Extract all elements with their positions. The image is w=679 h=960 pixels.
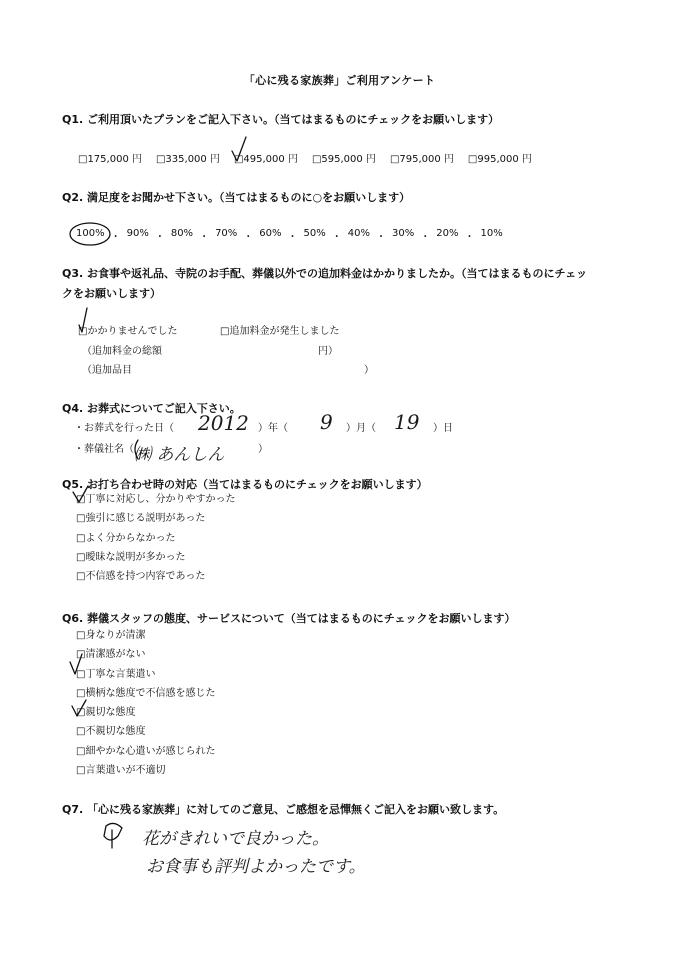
q1-option-335000[interactable]: □335,000 円 xyxy=(155,154,220,165)
q6-question: Q6. 葬儀スタッフの態度、サービスについて（当てはまるものにチェックをお願いします） xyxy=(62,612,516,625)
q5-option-distrust[interactable]: □不信感を持つ内容であった xyxy=(76,571,206,583)
q1-option-495000[interactable]: □495,000 円 xyxy=(233,154,298,165)
q2-option-90[interactable]: 90% xyxy=(126,228,149,239)
q2-option-50[interactable]: 50% xyxy=(303,228,326,239)
q4-year-unit: ）年（ xyxy=(258,423,288,434)
q6-option-arrogant[interactable]: □横柄な態度で不信感を感じた xyxy=(76,687,216,699)
q3-items-label: （追加品目 xyxy=(82,365,132,376)
q2-separator: ・ xyxy=(199,232,210,243)
q6-option-polite-words[interactable]: □丁寧な言葉遣い xyxy=(76,668,156,680)
q3-question-line2: クをお願いします） xyxy=(62,287,161,300)
q2-option-30[interactable]: 30% xyxy=(392,228,415,239)
q6-checkmark-polite-icon xyxy=(70,654,82,674)
q7-scribble-icon xyxy=(104,823,122,848)
q2-option-40[interactable]: 40% xyxy=(347,228,370,239)
q5-question: Q5. お打ち合わせ時の対応（当てはまるものにチェックをお願いします） xyxy=(62,478,428,491)
q4-date-label: ・お葬式を行った日（ xyxy=(74,423,174,434)
q5-option-unclear[interactable]: □よく分からなかった xyxy=(76,532,176,544)
page-title: 「心に残る家族葬」ご利用アンケート xyxy=(243,74,436,87)
q4-day-value[interactable]: 19 xyxy=(394,410,420,434)
q5-option-polite[interactable]: □丁寧に対応し、分かりやすかった xyxy=(76,494,236,505)
q1-question: Q1. ご利用頂いたプランをご記入下さい。（当てはまるものにチェックをお願いします） xyxy=(62,113,500,126)
q1-option-595000[interactable]: □595,000 円 xyxy=(311,154,376,165)
q2-separator: ・ xyxy=(110,232,121,243)
q2-separator: ・ xyxy=(420,232,431,243)
q3-question-line1: Q3. お食事や返礼品、寺院のお手配、葬儀以外での追加料金はかかりましたか。（当てはまるものにチェッ xyxy=(62,267,588,280)
q3-option-additional[interactable]: □追加料金が発生しました xyxy=(220,326,340,337)
q2-separator: ・ xyxy=(464,232,475,243)
q4-question: Q4. お葬式についてご記入下さい。 xyxy=(62,402,241,415)
q6-checkmark-kind-icon xyxy=(72,700,86,716)
q2-circle-mark-icon xyxy=(70,223,110,245)
q2-option-10[interactable]: 10% xyxy=(480,228,503,239)
q6-option-unkind[interactable]: □不親切な態度 xyxy=(76,726,146,738)
q7-question: Q7. 「心に残る家族葬」に対してのご意見、ご感想を忌憚無くご記入をお願い致します。 xyxy=(62,803,505,816)
q4-month-unit: ）月（ xyxy=(346,423,376,434)
q2-separator: ・ xyxy=(154,232,165,243)
q7-answer-line1[interactable]: 花がきれいで良かった。 xyxy=(142,829,329,849)
q4-company-label: ・葬儀社名（ xyxy=(74,444,134,455)
q1-option-175000[interactable]: □175,000 円 xyxy=(78,154,142,165)
q6-option-rude-words[interactable]: □言葉遣いが不適切 xyxy=(76,765,166,777)
q1-checkmark-icon xyxy=(232,137,246,161)
q3-items-close: ） xyxy=(364,365,374,376)
q5-option-vague[interactable]: □曖昧な説明が多かった xyxy=(76,551,186,563)
q4-month-value[interactable]: 9 xyxy=(320,410,333,434)
q6-option-not-clean[interactable]: □清潔感がない xyxy=(76,649,146,661)
q2-question: Q2. 満足度をお聞かせ下さい。（当てはまるものに○をお願いします） xyxy=(62,191,411,204)
q2-option-80[interactable]: 80% xyxy=(170,228,194,239)
q3-amount-unit: 円） xyxy=(318,346,338,357)
q2-separator: ・ xyxy=(376,232,386,243)
q6-option-attentive[interactable]: □細やかな心遣いが感じられた xyxy=(76,745,216,757)
q2-separator: ・ xyxy=(243,232,254,243)
q6-option-kind[interactable]: □親切な態度 xyxy=(76,707,136,719)
q2-option-100[interactable]: 100% xyxy=(76,228,105,239)
q1-option-795000[interactable]: □795,000 円 xyxy=(389,154,454,165)
q4-day-unit: ）日 xyxy=(433,423,453,434)
q7-answer-line2[interactable]: お食事も評判よかったです。 xyxy=(146,857,366,877)
q4-company-paren-icon xyxy=(135,440,138,459)
q4-company-value[interactable]: ㈱ あんしん xyxy=(134,445,225,465)
q4-company-close: ） xyxy=(258,444,268,455)
q2-separator: ・ xyxy=(331,232,342,243)
q3-checkmark-icon xyxy=(79,308,87,332)
q3-amount-label: （追加料金の総額 xyxy=(82,346,162,357)
q2-option-70[interactable]: 70% xyxy=(215,228,238,239)
q6-option-neat[interactable]: □身なりが清潔 xyxy=(76,630,146,641)
q5-option-pushy[interactable]: □強引に感じる説明があった xyxy=(76,513,206,525)
q4-year-value[interactable]: 2012 xyxy=(198,411,249,435)
q2-option-20[interactable]: 20% xyxy=(436,228,459,239)
q2-option-60[interactable]: 60% xyxy=(259,228,282,239)
q5-checkmark-icon xyxy=(73,486,88,502)
q1-option-995000[interactable]: □995,000 円 xyxy=(467,154,532,165)
q2-separator: ・ xyxy=(287,232,298,243)
q3-option-none[interactable]: □かかりませんでした xyxy=(78,326,178,337)
